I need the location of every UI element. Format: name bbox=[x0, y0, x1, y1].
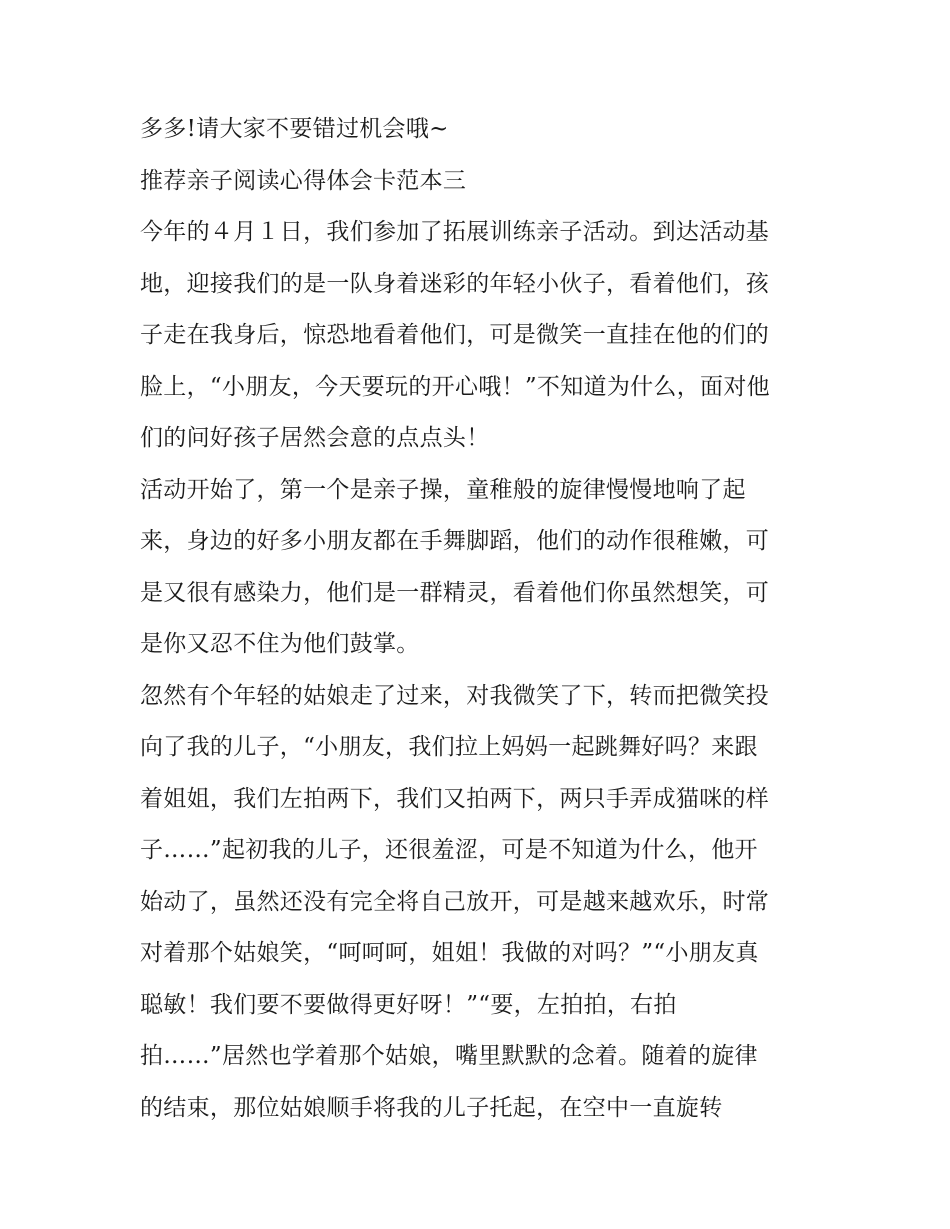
text-line-7: 们的问好孩子居然会意的点点头！ bbox=[140, 425, 490, 451]
text-line-8: 活动开始了，第一个是亲子操，童稚般的旋律慢慢地响了起 bbox=[140, 476, 746, 503]
text-line-11: 是你又忍不住为他们鼓掌。 bbox=[140, 631, 420, 657]
text-line-10: 是又很有感染力，他们是一群精灵，看着他们你虽然想笑，可 bbox=[140, 579, 770, 606]
text-line-3: 今年的４月１日，我们参加了拓展训练亲子活动。到达活动基 bbox=[140, 219, 770, 245]
text-line-20: 的结束，那位姑娘顺手将我的儿子托起，在空中一直旋转 bbox=[140, 1094, 723, 1121]
text-line-13: 向了我的儿子，“小朋友，我们拉上妈妈一起跳舞好吗？来跟 bbox=[140, 734, 758, 760]
text-line-2-heading: 推荐亲子阅读心得体会卡范本三 bbox=[140, 167, 467, 194]
text-line-5: 子走在我身后，惊恐地看着他们，可是微笑一直挂在他的们的 bbox=[140, 322, 770, 348]
text-line-19: 拍……”居然也学着那个姑娘，嘴里默默的念着。随着的旋律 bbox=[140, 1043, 758, 1069]
text-line-14: 着姐姐，我们左拍两下，我们又拍两下，两只手弄成猫咪的样 bbox=[140, 785, 770, 812]
text-line-18: 聪敏！我们要不要做得更好呀！”“要，左拍拍，右拍 bbox=[140, 991, 677, 1018]
text-line-1: 多多!请大家不要错过机会哦~ bbox=[140, 116, 449, 142]
text-line-16: 始动了，虽然还没有完全将自己放开，可是越来越欢乐，时常 bbox=[140, 888, 770, 915]
text-line-6: 脸上，“小朋友，今天要玩的开心哦！”不知道为什么，面对他 bbox=[140, 373, 770, 400]
text-line-17: 对着那个姑娘笑，“呵呵呵，姐姐！我做的对吗？”“小朋友真 bbox=[140, 940, 759, 966]
text-line-12: 忽然有个年轻的姑娘走了过来，对我微笑了下，转而把微笑投 bbox=[140, 682, 770, 709]
text-line-15: 子……”起初我的儿子，还很羞涩，可是不知道为什么，他开 bbox=[140, 837, 758, 863]
text-line-4: 地，迎接我们的是一队身着迷彩的年轻小伙子，看着他们，孩 bbox=[140, 270, 770, 297]
document-body bbox=[140, 110, 820, 1140]
text-line-9: 来，身边的好多小朋友都在手舞脚蹈，他们的动作很稚嫩，可 bbox=[140, 528, 770, 554]
